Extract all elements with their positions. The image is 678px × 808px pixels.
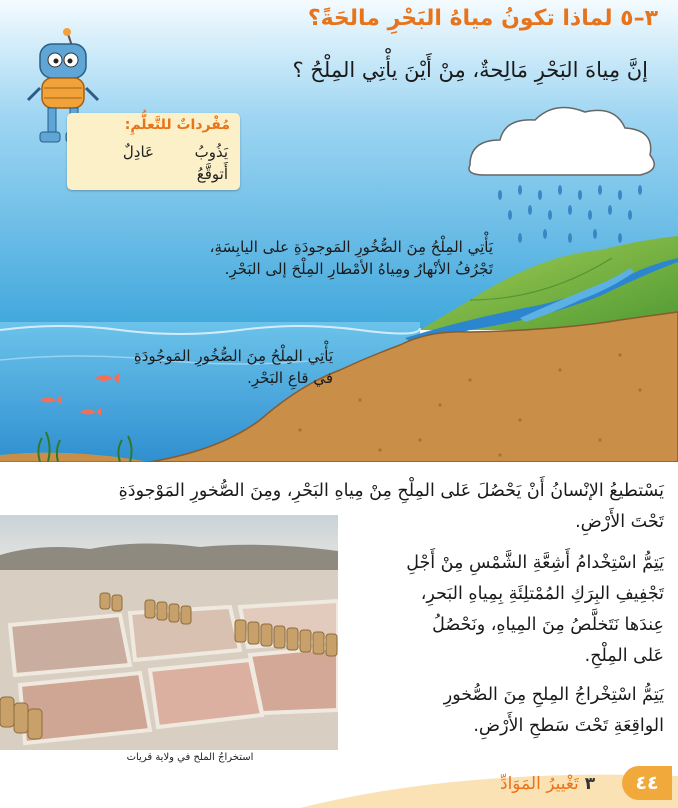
lesson-question: إنَّ مِياهَ البَحْرِ مَالِحةٌ، مِنْ أَيْنَ يأْتِي المِلْحُ ؟ xyxy=(292,58,648,82)
body-line: يَتِمُّ اسْتِخْراجُ المِلحِ مِنَ الصُّخورِ xyxy=(443,685,664,705)
body-line: يَسْتطيعُ الإنْسانُ أَنْ يَحْصُلَ عَلى المِلْحِ مِنْ مِياهِ البَحْرِ، ومِنَ الصُّخورِ المَوْجودَةِ xyxy=(118,481,664,501)
sea-salt-caption xyxy=(134,345,333,389)
lesson-title: ٣–٥ لماذا تكونُ مياهُ البَحْرِ مالحَةً؟ xyxy=(307,6,658,31)
caption-line: يَأْتِي المِلْحُ مِنَ الصُّخُورِ المَوجُودَةِ xyxy=(133,347,333,365)
vocabulary-box xyxy=(67,113,240,190)
salt-pans-photo xyxy=(0,515,338,750)
photo-caption: استخراجُ الملح في ولاية قريات xyxy=(126,752,254,763)
body-paragraph-3 xyxy=(344,680,664,742)
body-line: تَجْفِيفِ البِرَكِ المُمْتلِئَةِ بِمِياهِ البَحرِ، xyxy=(420,584,664,604)
vocab-word: يَذُوبُ xyxy=(194,143,228,161)
body-paragraph-2 xyxy=(344,548,664,672)
body-line: يَتِمُّ اسْتِخْدامُ أَشِعَّةِ الشَّمْسِ مِنْ أَجْلِ xyxy=(406,553,664,573)
vocabulary-title: مُفْرداتٌ للتَّعلُّمِ: xyxy=(124,117,230,133)
chapter-label xyxy=(500,774,595,794)
page-number: ٤٤ xyxy=(622,766,672,800)
chapter-number: ٣ xyxy=(584,774,596,794)
body-line: تَحْتَ الأَرْضِ. xyxy=(575,512,664,532)
vocab-word: عَادِلٌ xyxy=(122,143,154,161)
caption-line: تَجْرُفُ الأنْهارُ ومِياهُ الأمْطارِ المِلْحَ إلى البَحْرِ. xyxy=(224,260,493,278)
body-line: الواقِعَةِ تَحْتَ سَطحِ الأَرْضِ. xyxy=(473,716,664,736)
body-line: عَلى المِلْحِ. xyxy=(584,646,664,666)
caption-line: في قاعِ البَحْرِ. xyxy=(247,369,333,387)
body-line: عِندَها نَتَخلَّصُ مِنَ المِياهِ، ونَحْصُلُ xyxy=(432,615,664,635)
caption-line: يَأْتِي المِلْحُ مِنَ الصُّخُورِ المَوجودَةِ على اليابِسَةِ، xyxy=(209,238,493,256)
land-salt-caption xyxy=(210,236,493,280)
vocab-word: أَتوقَّعُ xyxy=(196,165,228,183)
chapter-title: تَغْييرُ المَوَادِّ xyxy=(500,774,579,794)
